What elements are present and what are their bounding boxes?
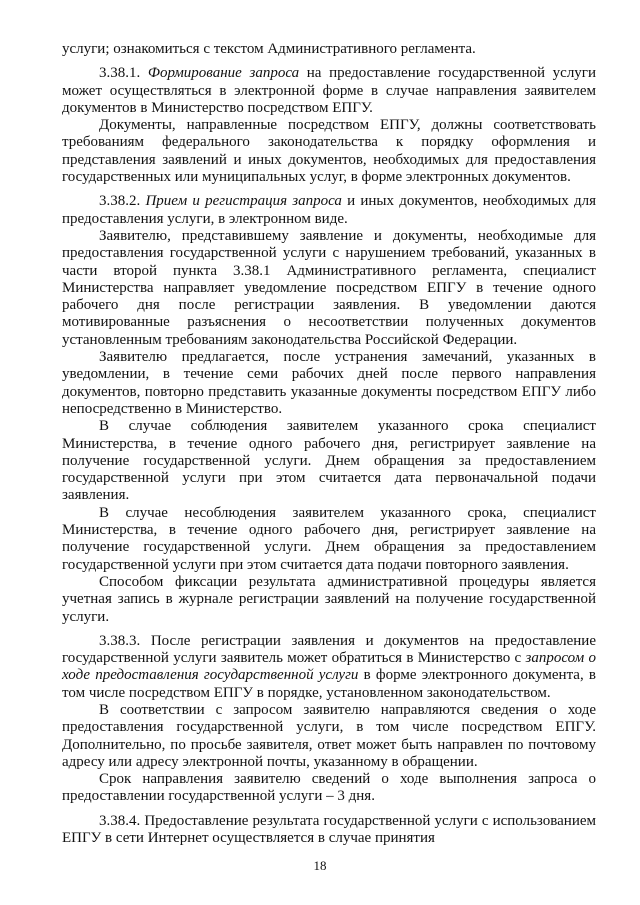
paragraph-10 (62, 633, 596, 702)
italic-term: Прием и регистрация запроса (145, 193, 342, 210)
text-segment: на предоставление государственной услуги может осуществляться в электронной форме в случае направления заявителем документов в Министерство посредством ЕПГУ. (62, 65, 596, 116)
text-segment: В соответствии с запросом заявителю направляются сведения о ходе предоставления государственной услуги, в том числе посредством ЕПГУ. Дополнительно, по просьбе заявителя, ответ может быть направлен по почтовому адресу или адресу электронной почты, указанному в обращении. (62, 701, 596, 770)
paragraph-9 (62, 574, 596, 626)
text-segment: в форме электронного документа, в том числе посредством ЕПГУ в порядке, установленном законодательством. (62, 667, 596, 701)
paragraph-6 (62, 349, 596, 418)
paragraph-7 (62, 418, 596, 504)
text-segment: Заявителю предлагается, после устранения замечаний, указанных в уведомлении, в течение семи рабочих дней после первого направления документов, повторно представить указанные документы посредством ЕПГУ либо непосредственно в Министерство. (62, 349, 596, 417)
text-segment: Способом фиксации результата административной процедуры является учетная запись в журнале регистрации заявлений на получение государственной услуги. (62, 573, 596, 625)
text-segment: 3.38.2. (99, 193, 146, 210)
italic-term: Формирование запроса (147, 65, 300, 82)
paragraph-4 (62, 193, 596, 228)
text-segment: и иных документов, необходимых для предоставления услуги, в электронном виде. (62, 193, 596, 227)
italic-term: запросом о ходе предоставления государственной услуги (62, 650, 596, 684)
text-segment: Документы, направленные посредством ЕПГУ, должны соответствовать требованиям федерального законодательства к порядку оформления и представления заявлений и иных документов, необходимых для предоставления государственных или муниципальных услуг, в форме электронных документов. (62, 117, 596, 186)
text-segment: услуги; ознакомиться с текстом Административного регламента. (62, 41, 476, 57)
paragraph-3 (62, 117, 596, 186)
paragraph-5 (62, 228, 596, 349)
paragraph-13 (62, 813, 596, 848)
text-segment: 3.38.3. После регистрации заявления и документов на предоставление государственной услуги заявитель может обратиться в Министерство с (62, 632, 596, 667)
paragraph-12 (62, 771, 596, 806)
paragraph-8 (62, 505, 596, 574)
paragraph-1 (62, 41, 596, 58)
paragraph-2 (62, 65, 596, 117)
page-number: 18 (313, 858, 327, 873)
text-segment: 3.38.4. Предоставление результата государственной услуги с использованием ЕПГУ в сети Интернет осуществляется в случае принятия (62, 812, 596, 847)
document-page (62, 41, 596, 847)
text-segment: Срок направления заявителю сведений о ходе выполнения запроса о предоставлении государственной услуги – 3 дня. (62, 771, 596, 805)
paragraph-11 (62, 702, 596, 771)
text-segment: Заявителю, представившему заявление и документы, необходимые для предоставления государственной услуги с нарушением требований, указанных в части второй пункта 3.38.1 Административного регламента, специалист Министерства направляет уведомление посредством ЕПГУ в течение одного рабочего дня после регистрации заявления. В уведомлении даются мотивированные разъяснения о несоответствии полученных документов установленным требованиям законодательства Российской Федерации. (62, 227, 596, 348)
text-segment: 3.38.1. (99, 65, 148, 82)
text-segment: В случае соблюдения заявителем указанного срока специалист Министерства, в течение одного рабочего дня, регистрирует заявление на получение государственной услуги. Днем обращения за предоставлением государственной услуги при этом считается дата первоначальной подачи заявления. (62, 418, 596, 504)
text-segment: В случае несоблюдения заявителем указанного срока, специалист Министерства, в течение одного рабочего дня, регистрирует заявление на получение государственной услуги. Днем обращения за предоставлением государственной услуги при этом считается дата подачи повторного заявления. (62, 504, 596, 573)
